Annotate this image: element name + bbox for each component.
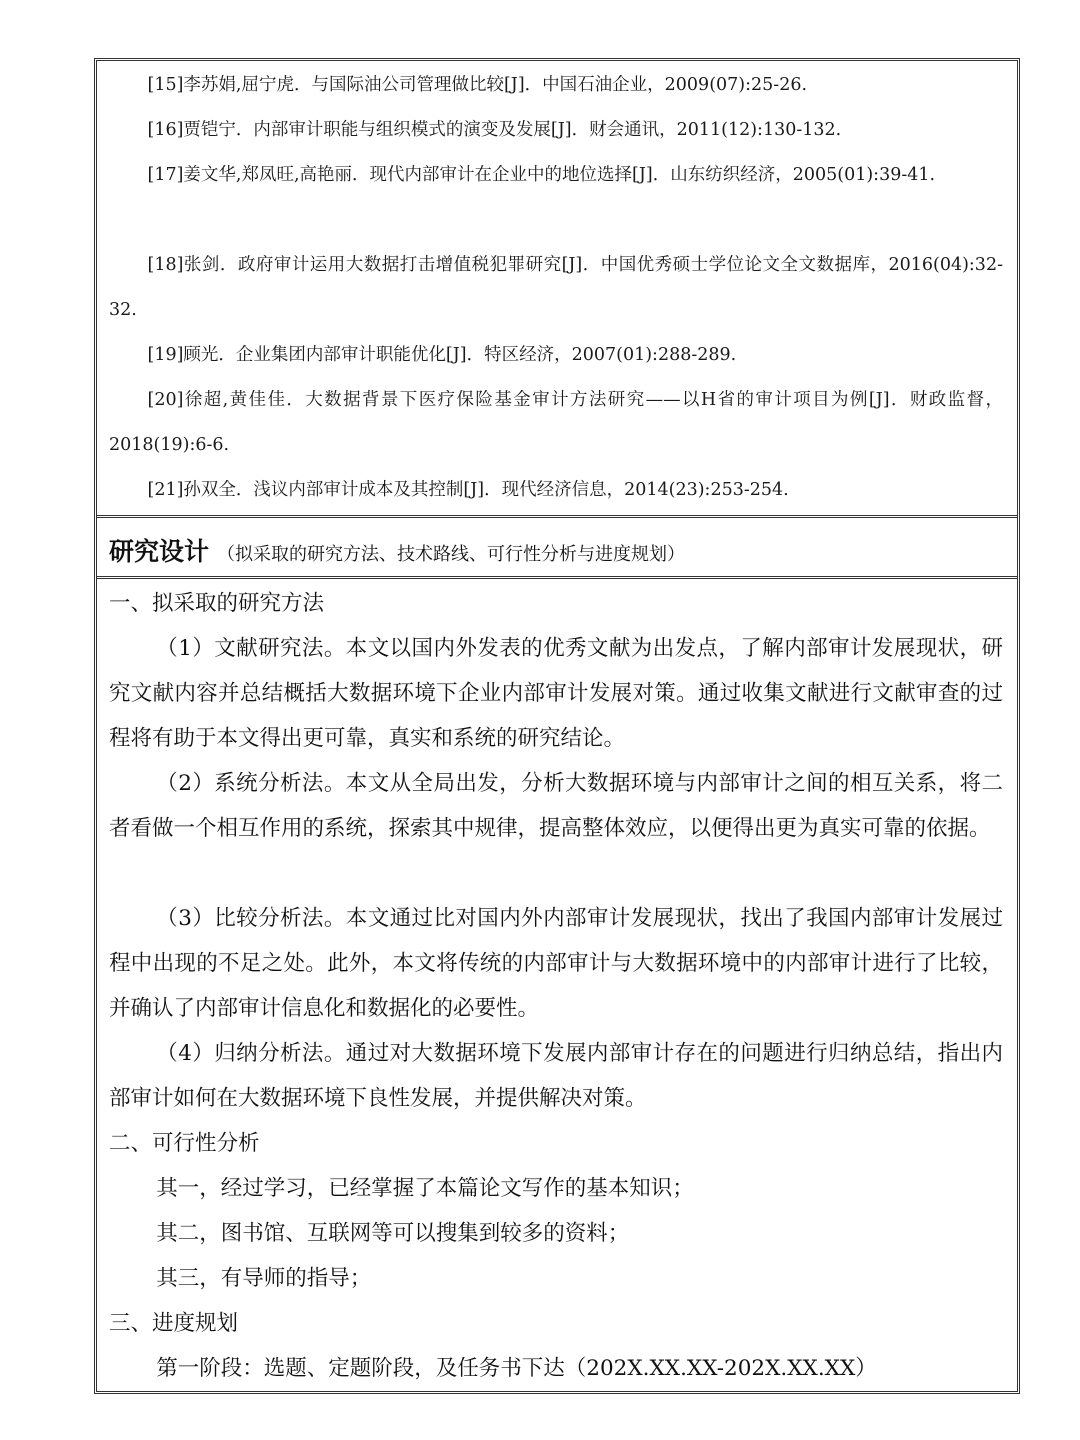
schedule-heading: 三、进度规划 (109, 1311, 239, 1336)
feasibility-item: 其二，图书馆、互联网等可以搜集到较多的资料； (156, 1221, 630, 1246)
method-paragraph: （1）文献研究法。本文以国内外发表的优秀文献为出发点，了解内部审计发展现状，研究文献内容并总结概括大数据环境下企业内部审计发展对策。通过收集文献进行文献审查的过程将有助于本文得出更可靠，真实和系统的研究结论。 (109, 636, 1003, 751)
section-subtitle: （拟采取的研究方法、技术路线、可行性分析与进度规划） (217, 544, 686, 565)
method-paragraph: （2）系统分析法。本文从全局出发，分析大数据环境与内部审计之间的相互关系，将二者看做一个相互作用的系统，探索其中规律，提高整体效应，以便得出更为真实可靠的依据。 (109, 771, 1003, 841)
row-divider (97, 515, 1017, 518)
proposal-table (94, 58, 1020, 1394)
reference-item: [18]张剑．政府审计运用大数据打击增值税犯罪研究[J]．中国优秀硕士学位论文全文数据库，2016(04):32-32. (109, 255, 1003, 320)
method-paragraph: （3）比较分析法。本文通过比对国内外内部审计发展现状，找出了我国内部审计发展过程中出现的不足之处。此外，本文将传统的内部审计与大数据环境中的内部审计进行了比较，并确认了内部审计信息化和数据化的必要性。 (109, 906, 1003, 1021)
feasibility-item: 其三，有导师的指导； (156, 1266, 372, 1291)
reference-item: [17]姜文华,郑凤旺,高艳丽．现代内部审计在企业中的地位选择[J]．山东纺织经济，2005(01):39-41. (147, 165, 936, 185)
methods-heading: 一、拟采取的研究方法 (109, 591, 325, 616)
section-header (109, 529, 1003, 578)
schedule-item: 第一阶段：选题、定题阶段，及任务书下达（202X.XX.XX-202X.XX.XX） (156, 1356, 877, 1381)
reference-item: [21]孙双全．浅议内部审计成本及其控制[J]．现代经济信息，2014(23):253-254. (147, 480, 789, 500)
method-paragraph: （4）归纳分析法。通过对大数据环境下发展内部审计存在的问题进行归纳总结，指出内部审计如何在大数据环境下良性发展，并提供解决对策。 (109, 1041, 1003, 1111)
feasibility-item: 其一，经过学习，已经掌握了本篇论文写作的基本知识； (156, 1176, 694, 1201)
reference-item: [15]李苏娟,屈宁虎．与国际油公司管理做比较[J]．中国石油企业，2009(07):25-26. (147, 75, 808, 95)
row-divider (97, 576, 1017, 579)
section-title: 研究设计 (109, 537, 210, 566)
reference-item: [20]徐超,黄佳佳．大数据背景下医疗保险基金审计方法研究——以H省的审计项目为例[J]．财政监督，2018(19):6-6. (109, 390, 1003, 455)
reference-item: [16]贾铠宁．内部审计职能与组织模式的演变及发展[J]．财会通讯，2011(12):130-132. (147, 120, 842, 140)
reference-item: [19]顾光．企业集团内部审计职能优化[J]．特区经济，2007(01):288-289. (147, 345, 737, 365)
feasibility-heading: 二、可行性分析 (109, 1131, 260, 1156)
